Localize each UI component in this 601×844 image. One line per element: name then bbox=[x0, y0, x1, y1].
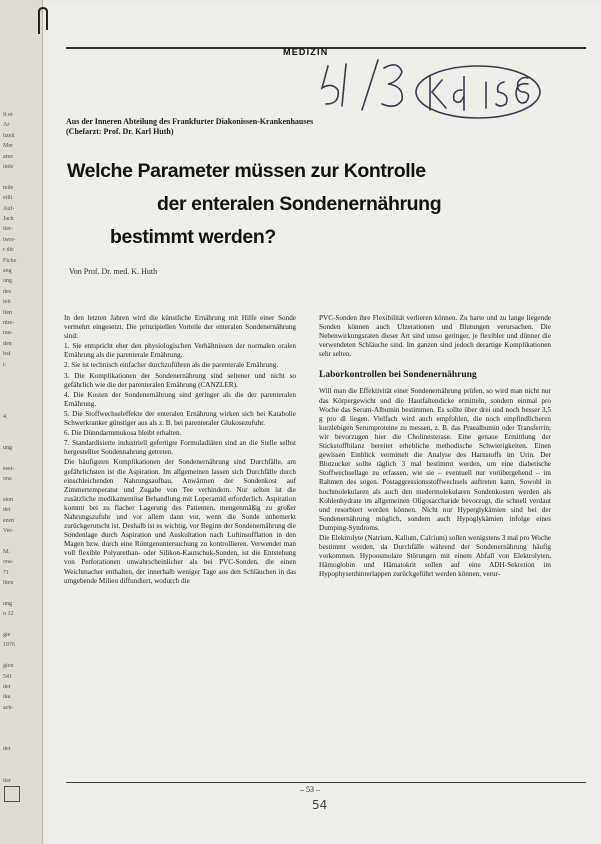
previous-page-fragment: 71 bbox=[3, 569, 9, 576]
footer-rule bbox=[66, 782, 586, 783]
previous-page-fragment: slon bbox=[3, 496, 14, 503]
title-line-3: bestimmt werden? bbox=[110, 226, 276, 248]
previous-page-fragment: des bbox=[3, 288, 11, 295]
previous-page-fragment: ach- bbox=[3, 704, 14, 711]
previous-page-fragment: aree bbox=[3, 153, 13, 160]
previous-page-fragment: eilli bbox=[3, 195, 13, 202]
author: Von Prof. Dr. med. K. Huth bbox=[69, 267, 158, 276]
previous-page-fragment: tler bbox=[3, 777, 11, 784]
body-paragraph: Die häufigsten Komplikationen der Sondenernährung sind Durchfälle, am gefährlichsten ist die Aspiration. Im allgemeinen lassen sich Durchfälle durch einschleichenden Nahrungsaufbau, Anwärmen der Sondenkost auf Zimmertemperatur und Zugabe von Tee verhindern. Nur selten ist die zusätzliche medikamentöse Behandlung mit Loperamid erforderlich. Aspiration kommt bei zu flacher Lagerung des Patienten, mengenmäßig zu großer Nahrungszufuhr und vor allem dann vor, wenn die Sonde unbemerkt zurückgerutscht ist. Deshalb ist es wichtig, vor Beginn der Sondenernährung die Sondenlage durch Aspiration und Auskultation nach Luftinsufflation in den Magen bzw. durch eine Röntgenuntersuchung zu kontrollieren. Verwendet man voll flexible Polyurethan- oder Silikon-Kautschuk-Sonden, ist die Entstehung von Perforationen unwahrscheinlicher als bei PVC-Sonden, die einen Weichmacher enthalten, der innerhalb weniger Tage aus den Schläuchen in das umgebende Milieu diffundiert, wodurch die bbox=[64, 458, 296, 585]
previous-page-fragment: ft er bbox=[3, 112, 13, 118]
affiliation-line-1: Aus der Inneren Abteilung des Frankfurter Diakonissen-Krankenhauses bbox=[66, 117, 314, 126]
previous-page-fragment: 541 bbox=[3, 673, 12, 680]
body-paragraph: In den letzten Jahren wird die künstliche Ernährung mit Hilfe einer Sonde vermehrt eingesetzt. Die prinzipiellen Vorteile der enteralen Sondenernährung sind: bbox=[64, 314, 296, 341]
previous-page-fragment: gie bbox=[3, 632, 11, 638]
previous-page-fragment: r die bbox=[3, 247, 14, 254]
previous-page-fragment: iten bbox=[3, 309, 12, 316]
checkbox-mark-icon bbox=[4, 786, 20, 802]
previous-page-edge bbox=[0, 0, 43, 844]
previous-page-fragment: der bbox=[3, 684, 11, 690]
affiliation bbox=[66, 117, 313, 137]
previous-page-fragment: bal bbox=[3, 351, 11, 358]
handwritten-annotation bbox=[318, 54, 546, 120]
previous-page-fragment: ntre- bbox=[3, 320, 15, 326]
previous-page-fragment: n 12 bbox=[3, 611, 14, 618]
previous-page-fragment: ang bbox=[3, 268, 12, 274]
previous-page-fragment: hzeil bbox=[3, 132, 15, 139]
previous-page-fragment: lhen bbox=[3, 580, 14, 586]
previous-page-fragment: den bbox=[3, 340, 12, 347]
previous-page-fragment: Fiche bbox=[3, 257, 17, 264]
body-paragraph: Will man die Effektivität einer Sondenernährung prüfen, so wird man nicht nur das Körpergewicht und die Hautfaltendicke ermitteln, sondern einmal pro Woche das Serum-Albumin bestimmen. Es sollte über drei und noch besser 3,5 g pro dl liegen. Vielfach wird auch empfohlen, die noch empfindlicheren kurzlebigen Serumproteine zu messen, z. B. das Praealbumin oder Transferrin; wir bevorzugen hier die Cholinesterase. Eine genaue Ermittlung der Stickstoffbilanz bereitet erhebliche methodische Schwierigkeiten. Einen gewissen Einblick vermittelt die Analyse des Harnstoffs im Urin. Der Blutzucker sollte täglich 3 mal bestimmt werden, um eine diabetische Stoffwechsellage zu erfassen, wie sie – eventuell nur vorübergehend – im Rahmen des sogen. Postaggressionsstoffwechsels auftreten kann. Sowohl in hochmolekularen als auch den niedermolekularen Sondenkosten werden als Kohlenhydrate im allgemeinen Oligosaccharide bevorzugt, die schnell verdaut und resorbiert werden können. Nicht nur Hyperglykämien sind bei der Sondenernährung möglich, sondern auch Hypoglykämien infolge eines Dumping-Syndroms. bbox=[319, 387, 551, 532]
previous-page-fragment: ung bbox=[3, 444, 12, 451]
body-paragraph: 1. Sie entspricht eher den physiologischen Verhältnissen der normalen oralen Ernährung als die parenterale Ernährung. bbox=[64, 342, 296, 360]
previous-page-fragment: 1976 bbox=[3, 642, 15, 649]
section-label: MEDIZIN bbox=[283, 47, 329, 57]
previous-page-fragment: ezen bbox=[3, 517, 14, 524]
body-paragraph: 2. Sie ist technisch einfacher durchzuführen als die parenterale Ernährung. bbox=[64, 361, 279, 370]
previous-page-fragment: Mer bbox=[3, 143, 13, 150]
previous-page-fragment: i. bbox=[3, 361, 7, 368]
body-column-right bbox=[319, 314, 551, 580]
previous-page-fragment: inde bbox=[3, 164, 14, 170]
previous-page-fragment: twer- bbox=[3, 236, 16, 243]
previous-page-fragment: Auf- bbox=[3, 205, 15, 212]
previous-page-fragment: teile bbox=[3, 184, 14, 191]
body-paragraph: 6. Die Dünndarmmukosa bleibt erhalten. bbox=[64, 429, 182, 438]
body-paragraph: 3. Die Komplikationen der Sondenernährung sind seltener und nicht so gefährlich wie die der parenteralen Ernährung (CANZLER). bbox=[64, 371, 296, 389]
previous-page-fragment: M. bbox=[3, 548, 10, 555]
previous-page-fragment: gien bbox=[3, 663, 14, 670]
title-line-1: Welche Parameter müssen zur Kontrolle bbox=[67, 160, 426, 182]
previous-page-fragment: ung bbox=[3, 278, 12, 285]
body-paragraph: 4. Die Kosten der Sondenernährung sind geringer als die der parenteralen Ernährung. bbox=[64, 390, 296, 408]
subheading: Laborkontrollen bei Sondenernährung bbox=[319, 370, 477, 381]
title-line-2: der enteralen Sondenernährung bbox=[157, 193, 442, 215]
previous-page-fragment: Ver- bbox=[3, 528, 14, 534]
body-paragraph: PVC-Sonden ihre Flexibilität verlieren können. Zu harte und zu lange liegende Sonden können auch Ulzerationen und Blutungen verursachen. Die Nebenwirkungsraten dieser Art sind umso geringer, je flexibler und dünner die verwendeten Schläuche sind. Im ganzen sind jedoch derartige Komplikationen sehr selten. bbox=[319, 314, 551, 359]
affiliation-line-2: (Chefarzt: Prof. Dr. Karl Huth) bbox=[66, 127, 174, 136]
previous-page-fragment: ona bbox=[3, 476, 12, 482]
page-number: – 53 – bbox=[300, 785, 320, 794]
handwritten-page-number: 54 bbox=[312, 798, 328, 812]
body-column-left bbox=[64, 314, 296, 587]
previous-page-fragment: ung bbox=[3, 600, 12, 607]
previous-page-fragment: leit bbox=[3, 299, 11, 306]
previous-page-fragment: rau- bbox=[3, 330, 13, 337]
previous-page-fragment: ona- bbox=[3, 559, 14, 566]
body-paragraph: 5. Die Stoffwechseleffekte der enteralen Ernährung wirken sich bei Katabolie Schwerkranker günstiger aus als z. B. bei parenteraler Glukosezufuhr. bbox=[64, 409, 296, 428]
previous-page-fragment: ika bbox=[3, 694, 11, 701]
previous-page-fragment: der bbox=[3, 746, 11, 753]
body-paragraph: Die Elektrolyte (Natrium, Kalium, Calcium) sollen wenigstens 3 mal pro Woche bestimmt werden, da Durchfälle während der Sondenernährung häufig vorkommen. Hypoosmolare Störungen mit einem Abfall von Elektrolyten, Hämoglobin und Hämatokrit sollen auf eine ADH-Sekretion im Hypophysenhinterlappen zurückgeführt werden können, verur- bbox=[319, 533, 551, 579]
previous-page-fragment: Jach bbox=[3, 216, 14, 222]
previous-page-fragment: Ar bbox=[3, 122, 10, 129]
previous-page-fragment: iler- bbox=[3, 226, 13, 233]
previous-page-fragment: eser- bbox=[3, 465, 15, 472]
previous-page-fragment: 4. bbox=[3, 413, 8, 420]
body-paragraph: 7. Standardisierte industriell gefertigte Formuladiäten sind an die Stelle selbst hergestellter Sondennahrung getreten. bbox=[64, 439, 296, 457]
previous-page-fragment: der bbox=[3, 507, 11, 514]
